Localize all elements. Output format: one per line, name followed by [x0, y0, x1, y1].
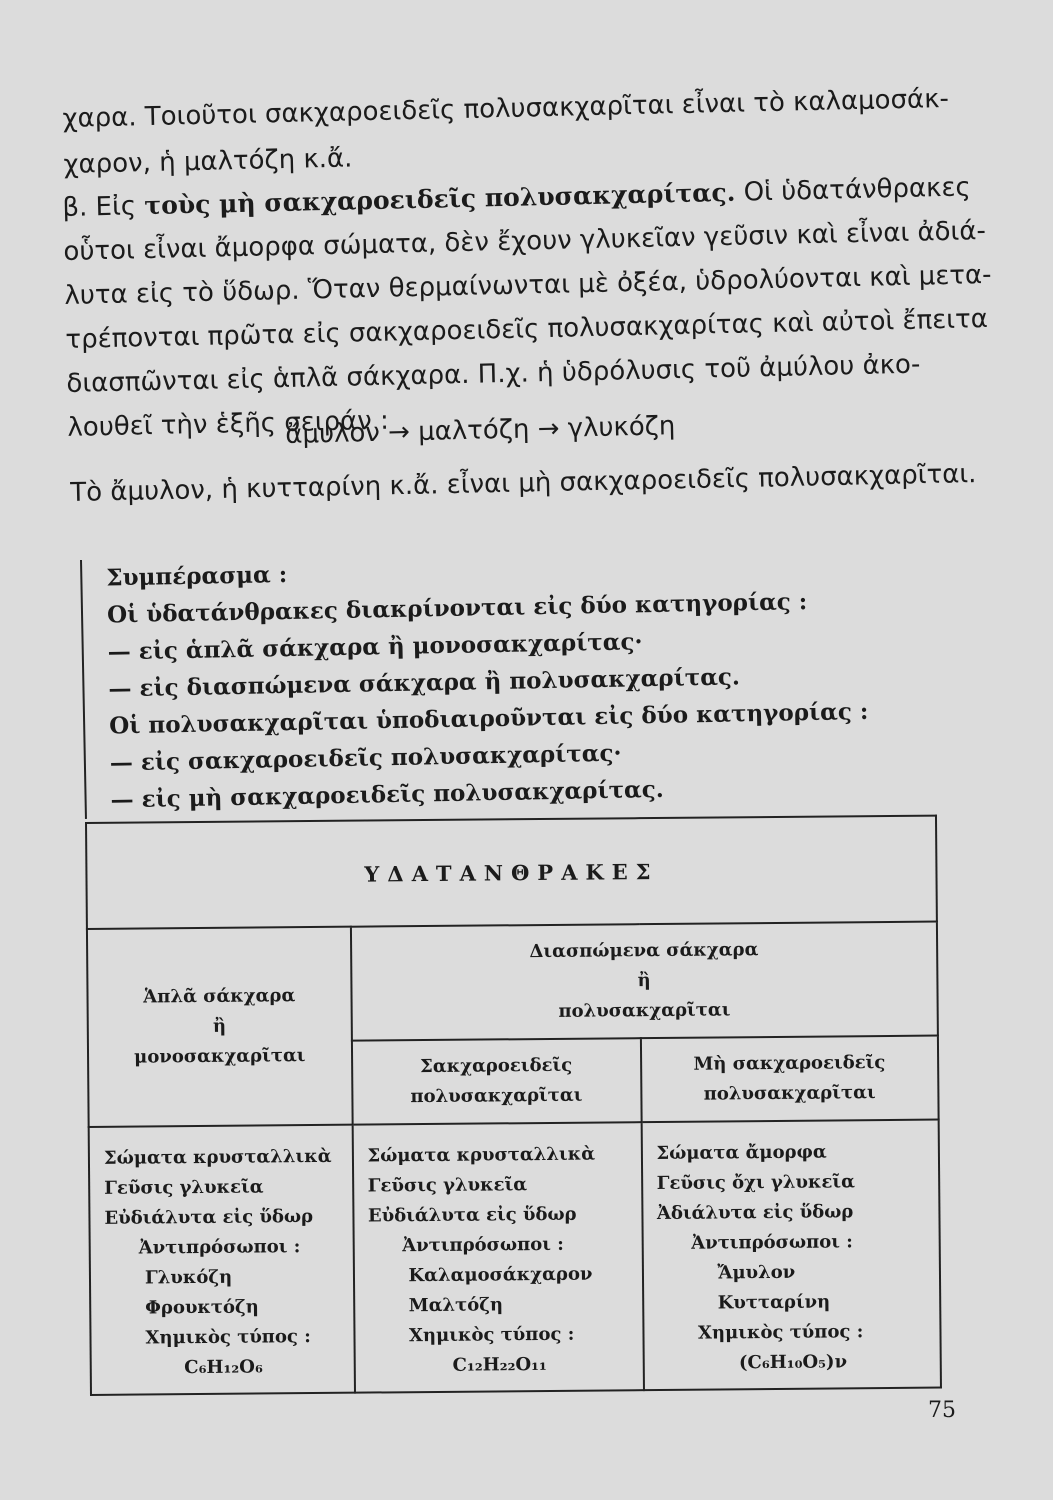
representatives-label: Ἀντιπρόσωποι : — [138, 1236, 301, 1259]
lead-text: β. Εἰς — [62, 191, 145, 223]
formula-label: Χημικὸς τύπος : — [145, 1326, 311, 1349]
property: Ἀδιάλυτα εἰς ὕδωρ — [656, 1201, 854, 1225]
text-line: τρέπονται πρῶτα εἰς σακχαροειδεῖς πολυσακχαρίτας καὶ αὐτοὶ ἔπειτα — [65, 304, 989, 355]
property: Γεῦσις γλυκεῖα — [104, 1176, 264, 1199]
bold-phrase: τοὺς μὴ σακχαροειδεῖς πολυσακχαρίτας. — [144, 177, 736, 221]
monosaccharides-cell — [89, 1125, 355, 1395]
header-line: μονοσακχαρῖται — [134, 1045, 306, 1068]
header-line: ἢ — [212, 1015, 227, 1037]
header-line: πολυσακχαρῖται — [558, 999, 731, 1022]
text-line: χαρον, ἡ μαλτόζη κ.ἄ. — [63, 143, 353, 180]
page-number: 75 — [928, 1398, 956, 1423]
non-sugarlike-cell — [641, 1120, 941, 1391]
sugarlike-cell — [352, 1122, 643, 1393]
summary-line: — εἰς σακχαροειδεῖς πολυσακχαρίτας· — [109, 739, 622, 777]
text-line: λυτα εἰς τὸ ὕδωρ. Ὅταν θερμαίνωνται μὲ ὀξέα, ὑδρολύονται καὶ μετα- — [64, 259, 992, 311]
polysaccharides-header — [350, 922, 937, 1041]
header-line: Σακχαροειδεῖς — [420, 1054, 573, 1078]
formula-label: Χημικὸς τύπος : — [697, 1321, 864, 1344]
property: Γεῦσις γλυκεῖα — [367, 1174, 528, 1197]
non-sugarlike-header — [640, 1036, 938, 1123]
formula-label: Χημικὸς τύπος : — [408, 1323, 575, 1347]
summary-line: — εἰς μὴ σακχαροειδεῖς πολυσακχαρίτας. — [110, 775, 665, 814]
header-line: Ἁπλᾶ σάκχαρα — [143, 985, 296, 1008]
summary-line: — εἰς διασπώμενα σάκχαρα ἢ πολυσακχαρίτας. — [108, 663, 741, 703]
monosaccharides-header — [87, 927, 352, 1127]
table-title: ΥΔΑΤΑΝΘΡΑΚΕΣ — [86, 816, 937, 929]
property: Εὐδιάλυτα εἰς ὕδωρ — [104, 1206, 314, 1229]
header-line: πολυσακχαρῖται — [703, 1082, 876, 1105]
example: Ἄμυλον — [717, 1261, 796, 1284]
summary-title: Συμπέρασμα : — [106, 561, 288, 592]
text-line: οὗτοι εἶναι ἄμορφα σώματα, δὲν ἔχουν γλυκεῖαν γεῦσιν καὶ εἶναι ἀδιά- — [63, 216, 987, 267]
property: Γεῦσις ὄχι γλυκεῖα — [656, 1171, 855, 1195]
text-line: χαρα. Τοιοῦτοι σακχαροειδεῖς πολυσακχαρῖται εἶναι τὸ καλαμοσάκ- — [62, 83, 950, 134]
text-line: διασπῶνται εἰς ἁπλᾶ σάκχαρα. Π.χ. ἡ ὑδρόλυσις τοῦ ἀμύλου ἀκο- — [66, 349, 921, 399]
example: Μαλτόζη — [408, 1294, 504, 1317]
representatives-label: Ἀντιπρόσωποι : — [402, 1233, 564, 1257]
summary-line: — εἰς ἁπλᾶ σάκχαρα ἢ μονοσακχαρίτας· — [107, 628, 643, 666]
summary-box — [80, 546, 869, 819]
text-line: λουθεῖ τὴν ἑξῆς σειράν : — [67, 405, 390, 443]
chemical-formula: (C₆H₁₀O₅)ν — [738, 1351, 848, 1374]
paragraph-3: Τὸ ἄμυλον, ἡ κυτταρίνη κ.ἄ. εἶναι μὴ σακχαροειδεῖς πολυσακχαρῖται. — [70, 459, 977, 508]
carbohydrates-table — [85, 815, 942, 1388]
header-line: Διασπώμενα σάκχαρα — [529, 939, 759, 963]
paragraph-2 — [62, 166, 992, 450]
header-line: ἢ — [637, 970, 651, 992]
hydrolysis-formula: ἄμυλον → μαλτόζη → γλυκόζη — [285, 411, 676, 450]
example: Φρουκτόζη — [145, 1296, 259, 1319]
property: Εὐδιάλυτα εἰς ὕδωρ — [367, 1203, 577, 1227]
example: Κυτταρίνη — [717, 1291, 831, 1314]
property: Σώματα κρυσταλλικὰ — [367, 1143, 596, 1167]
sugarlike-header — [351, 1038, 641, 1125]
header-line: πολυσακχαρῖται — [410, 1084, 583, 1108]
summary-line: Οἱ ὑδατάνθρακες διακρίνονται εἰς δύο κατηγορίας : — [106, 588, 808, 629]
chemical-formula: C₆H₁₂O₆ — [184, 1356, 263, 1379]
representatives-label: Ἀντιπρόσωποι : — [691, 1231, 853, 1254]
property: Σώματα κρυσταλλικὰ — [103, 1145, 332, 1169]
chemical-formula: C₁₂H₂₂O₁₁ — [452, 1353, 547, 1376]
property: Σώματα ἄμορφα — [656, 1141, 827, 1165]
lead-rest-text: Οἱ ὑδατάνθρακες — [735, 172, 972, 208]
header-line: Μὴ σακχαροειδεῖς — [693, 1052, 886, 1075]
example: Γλυκόζη — [144, 1266, 233, 1289]
summary-line: Οἱ πολυσακχαρῖται ὑποδιαιροῦνται εἰς δύο κατηγορίας : — [108, 697, 869, 740]
example: Καλαμοσάκχαρον — [408, 1263, 593, 1287]
